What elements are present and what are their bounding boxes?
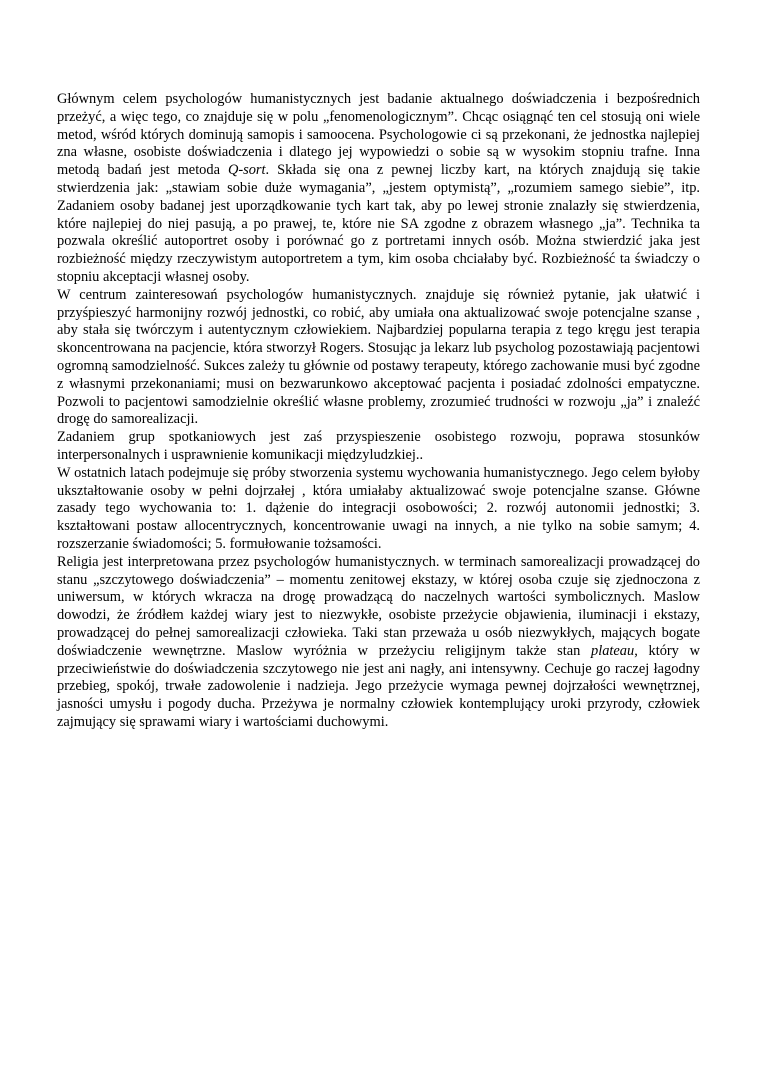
paragraph-religion bbox=[57, 554, 700, 732]
italic-term-plateau: plateau bbox=[591, 642, 635, 659]
paragraph-text: W ostatnich latach podejmuje się próby stworzenia systemu wychowania humanistycznego. Jego celem byłoby ukształtowanie osoby w pełni dojrzałej , która umiałaby aktualizować swoje potencjalne szanse. Główne zasady tego wychowania to: 1. dążenie do integracji osobowości; 2. rozwój autonomii jednostki; 3. kształtowani postaw allocentrycznych, koncentrowanie uwagi na innych, a nie tylko na sobie samym; 4. rozszerzanie świadomości; 5. formułowanie tożsamości. bbox=[57, 464, 700, 552]
paragraph-humanistic-education bbox=[57, 465, 700, 554]
paragraph-text: Zadaniem grup spotkaniowych jest zaś przyspieszenie osobistego rozwoju, poprawa stosunków interpersonalnych i usprawnienie komunikacji międzyludzkiej.. bbox=[57, 429, 700, 463]
paragraph-text: . Składa się ona z pewnej liczby kart, na których znajdują się takie stwierdzenia jak: „stawiam sobie duże wymagania”, „jestem optymistą”, „rozumiem samego siebie”, itp. Zadaniem osoby badanej jest uporządkowanie tych kart tak, aby po lewej stronie znalazły się stwierdzenia, które najlepiej do niej pasują, a po prawej, te, które nie SA zgodne z obrazem własnego „ja”. Technika ta pozwala określić autoportret osoby i porównać go z portretami innych osób. Można stwierdzić jaka jest rozbieżność między rzeczywistym autoportretem a tym, kim osoba chciałaby być. Rozbieżność ta świadczy o stopniu akceptacji własnej osoby. bbox=[57, 162, 700, 285]
paragraph-encounter-groups bbox=[57, 429, 700, 465]
paragraph-text: W centrum zainteresowań psychologów humanistycznych. znajduje się również pytanie, jak ułatwić i przyśpieszyć harmonijny rozwój jednostki, co robić, aby umiała ona aktualizować swoje potencjalne szanse , aby stała się twórczym i autentycznym człowiekiem. Najbardziej popularna terapia z tego kręgu jest terapia skoncentrowana na pacjencie, która stworzył Rogers. Stosując ja lekarz lub psycholog pozostawiają pacjentowi ogromną samodzielność. Sukces zależy tu głównie od postawy terapeuty, którego zachowanie musi być zgodne z własnymi przekonaniami; musi on bezwarunkowo akceptować pacjenta i posiadać zdolności empatyczne. Pozwoli to pacjentowi samodzielnie określić własne problemy, zrozumieć trudności w rozwoju „ja” i znaleźć drogę do samorealizacji. bbox=[57, 286, 700, 428]
paragraph-text: , który w przeciwieństwie do doświadczenia szczytowego nie jest ani nagły, ani intensywny. Cechuje go raczej łagodny przebieg, spokój, trwałe zadowolenie i nadzieja. Jego przeżycie wymaga pewnej dojrzałości wewnętrznej, jasności umysłu i pogody ducha. Przeżywa je normalny człowiek kontemplujący uroki przyrody, człowiek zajmujący się sprawami wiary i wartościami duchowymi. bbox=[57, 642, 700, 730]
paragraph-humanistic-methods bbox=[57, 91, 700, 287]
document-body bbox=[57, 91, 700, 732]
paragraph-text: Religia jest interpretowana przez psychologów humanistycznych. w terminach samorealizacji prowadzącej do stanu „szczytowego doświadczenia” – momentu zenitowej ekstazy, w której osoba czuje się zjednoczona z uniwersum, w których wkracza na drogę prowadzącą do naczelnych wartości symbolicznych. Maslow dowodzi, że źródłem każdej wiary jest to niezwykłe, osobiste przeżycie objawienia, iluminacji i ekstazy, prowadzącej do pełnej samorealizacji człowieka. Taki stan przeważa u osób niezwykłych, mających bogate doświadczenie wewnętrzne. Maslow wyróżnia w przeżyciu religijnym także stan bbox=[57, 553, 700, 659]
paragraph-therapy bbox=[57, 287, 700, 429]
paragraph-text: Głównym celem psychologów humanistycznych jest badanie aktualnego doświadczenia i bezpośrednich przeżyć, a więc tego, co znajduje się w polu „fenomenologicznym”. Chcąc osiągnąć ten cel stosują oni wiele metod, wśród których dominują samopis i samoocena. Psychologowie ci są przekonani, że jednostka najlepiej zna własne, osobiste doświadczenia i dlatego jej wypowiedzi o sobie są w wysokim stopniu trafne. Inna metodą badań jest metoda bbox=[57, 91, 700, 179]
italic-term-q-sort: Q-sort bbox=[227, 162, 266, 179]
